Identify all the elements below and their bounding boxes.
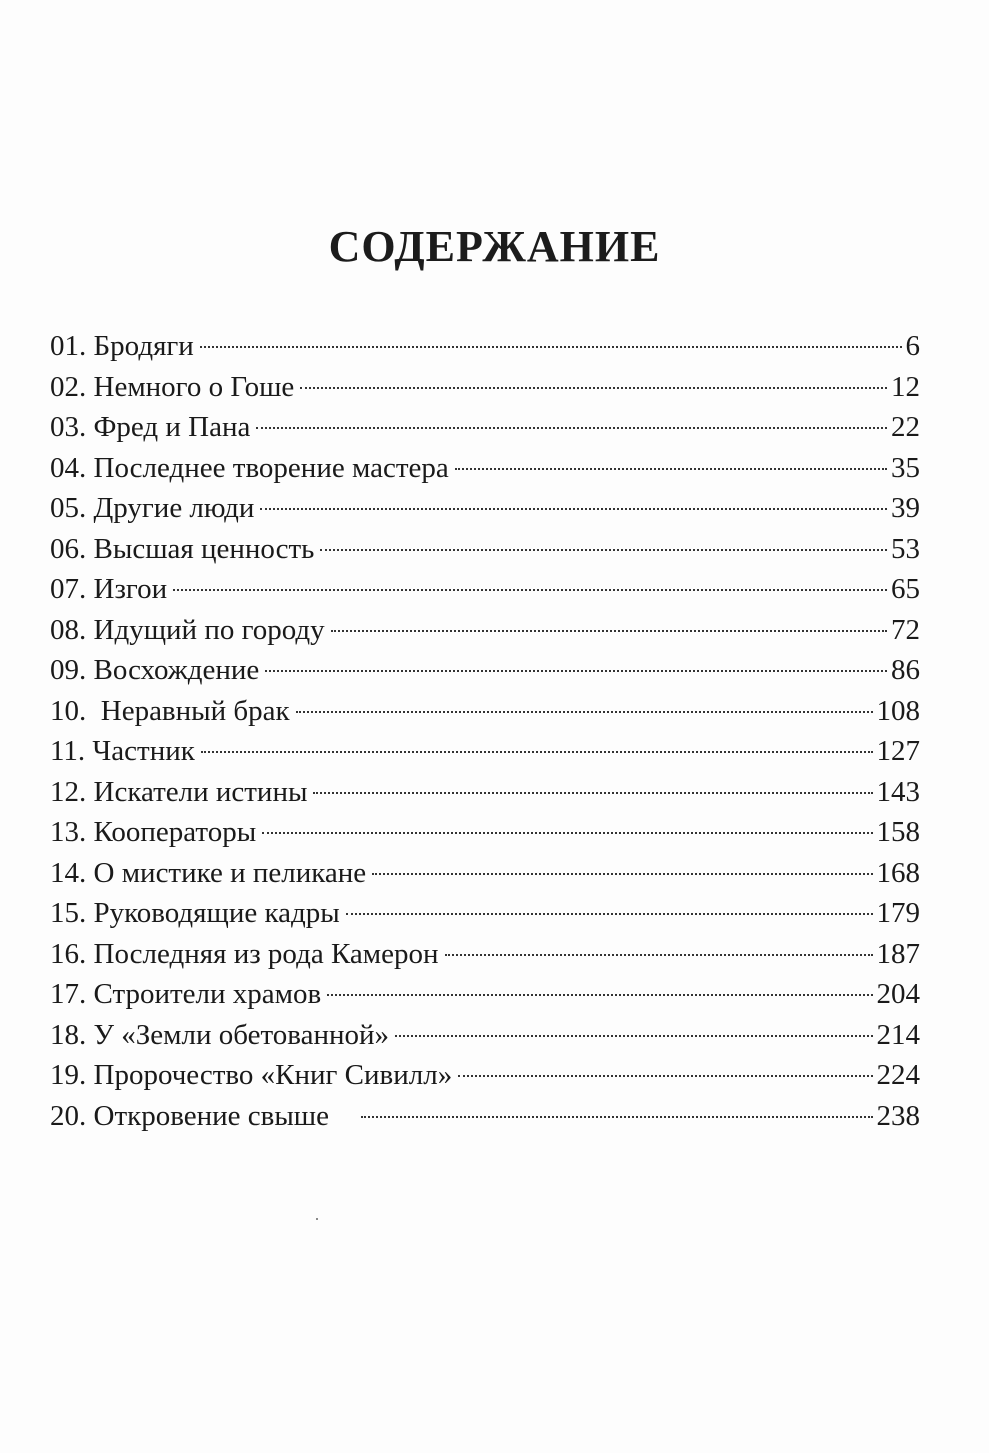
toc-entry-title: 20. Откровение свыше: [50, 1099, 330, 1132]
toc-dot-leader: [201, 751, 873, 753]
toc-dot-leader: [346, 913, 873, 915]
toc-page-number: 86: [891, 654, 920, 686]
toc-dot-leader: [260, 508, 887, 510]
toc-entry-title: 13. Кооператоры: [50, 816, 257, 848]
toc-entry: [50, 569, 920, 610]
toc-page-number: 6: [905, 330, 920, 362]
toc-entry: [50, 1055, 920, 1096]
toc-page-number: 39: [891, 492, 920, 524]
toc-entry: [50, 448, 920, 489]
toc-dot-leader: [458, 1075, 872, 1077]
toc-entry-title: 10. Неравный брак: [50, 694, 290, 727]
toc-dot-leader: [265, 670, 887, 672]
toc-page-number: 53: [891, 532, 920, 565]
toc-page-number: 65: [891, 573, 920, 605]
toc-entry: [50, 367, 920, 408]
toc-entry-title: 07. Изгои: [50, 573, 168, 605]
page-title: СОДЕРЖАНИЕ: [328, 222, 661, 272]
toc-page-number: 143: [876, 775, 920, 808]
toc-entry: [50, 731, 920, 772]
toc-entry-title: 01. Бродяги: [50, 330, 194, 362]
toc-page-number: 22: [891, 411, 920, 443]
toc-entry-title: 18. У «Земли обетованной»: [50, 1018, 390, 1051]
toc-dot-leader: [300, 387, 887, 389]
toc-entry: [50, 529, 920, 570]
toc-page-number: 127: [876, 735, 920, 767]
toc-entry-title: 06. Высшая ценность: [50, 532, 315, 565]
toc-page-number: 12: [891, 370, 920, 403]
toc-page-number: 72: [891, 613, 920, 646]
toc-dot-leader: [395, 1035, 872, 1037]
toc-entry-title: 02. Немного о Гоше: [50, 370, 295, 403]
toc-dot-leader: [320, 549, 887, 551]
toc-entry-title: 09. Восхождение: [50, 654, 260, 686]
toc-page-number: 224: [876, 1059, 920, 1091]
toc-dot-leader: [361, 1116, 872, 1118]
toc-dot-leader: [445, 954, 873, 956]
toc-entry: [50, 772, 920, 813]
toc-page-number: 108: [876, 694, 920, 727]
paper-speck: [316, 1218, 318, 1220]
toc-dot-leader: [372, 873, 872, 875]
toc-entry-title: 03. Фред и Пана: [50, 411, 251, 443]
toc-entry: [50, 326, 920, 367]
toc-page-number: 204: [876, 978, 920, 1010]
toc-entry: [50, 488, 920, 529]
toc-entry: [50, 934, 920, 975]
table-of-contents: [50, 326, 920, 1136]
toc-dot-leader: [327, 994, 872, 996]
toc-page-number: 238: [876, 1099, 920, 1132]
toc-entry-title: 17. Строители храмов: [50, 978, 322, 1010]
toc-entry-title: 04. Последнее творение мастера: [50, 451, 449, 484]
toc-page-number: 179: [876, 897, 920, 929]
toc-dot-leader: [313, 792, 872, 794]
toc-entry-title: 12. Искатели истины: [50, 775, 308, 808]
toc-dot-leader: [455, 468, 887, 470]
toc-dot-leader: [262, 832, 872, 834]
toc-entry: [50, 610, 920, 651]
toc-entry: [50, 407, 920, 448]
toc-entry-title: 08. Идущий по городу: [50, 613, 325, 646]
toc-dot-leader: [331, 630, 887, 632]
toc-entry: [50, 650, 920, 691]
toc-entry-title: 11. Частник: [50, 735, 195, 767]
toc-entry: [50, 893, 920, 934]
toc-entry-title: 05. Другие люди: [50, 492, 255, 524]
toc-page-number: 158: [876, 816, 920, 848]
toc-entry: [50, 1096, 920, 1137]
toc-dot-leader: [256, 427, 887, 429]
toc-entry-title: 15. Руководящие кадры: [50, 897, 340, 929]
toc-page-number: 168: [876, 856, 920, 889]
toc-dot-leader: [173, 589, 887, 591]
toc-dot-leader: [296, 711, 873, 713]
toc-page-number: 214: [876, 1018, 920, 1051]
toc-dot-leader: [200, 346, 902, 348]
toc-page-number: 187: [876, 937, 920, 970]
toc-entry: [50, 853, 920, 894]
toc-entry-title: 14. О мистике и пеликане: [50, 856, 367, 889]
toc-entry: [50, 691, 920, 732]
toc-entry: [50, 1015, 920, 1056]
toc-entry-title: 19. Пророчество «Книг Сивилл»: [50, 1059, 453, 1091]
toc-entry-title: 16. Последняя из рода Камерон: [50, 937, 439, 970]
toc-entry: [50, 812, 920, 853]
toc-page-number: 35: [891, 451, 920, 484]
toc-entry: [50, 974, 920, 1015]
